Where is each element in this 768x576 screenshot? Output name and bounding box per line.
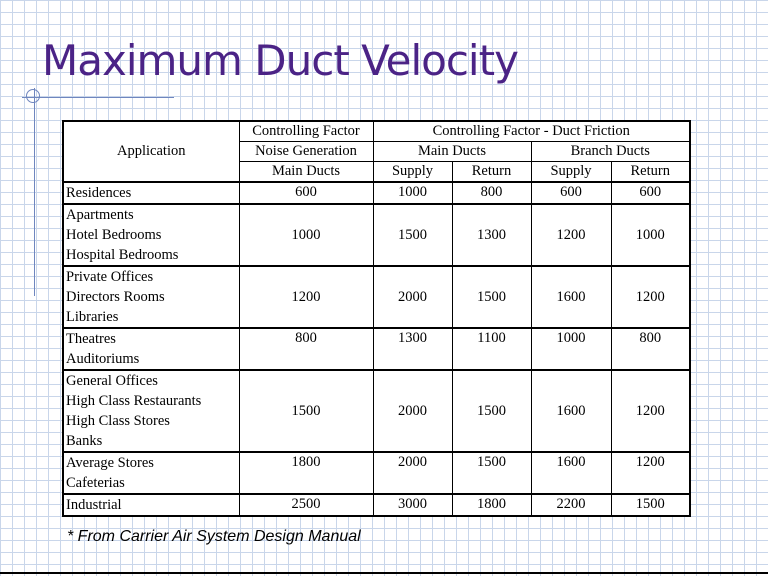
main-return-cell: 800 [452,182,531,204]
friction-header: Controlling Factor - Duct Friction [373,121,690,142]
branch-supply-header: Supply [531,162,611,183]
noise-header-line-3: Main Ducts [239,162,373,183]
branch-supply-cell: 1000 [531,328,611,370]
application-header: Application [63,121,239,182]
noise-main-cell: 1000 [239,204,373,266]
application-name: High Class Restaurants [66,393,202,409]
bottom-rule [0,572,768,574]
application-cell [63,182,239,204]
main-supply-cell: 2000 [373,370,452,452]
application-cell [63,328,239,370]
main-return-cell: 1500 [452,266,531,328]
branch-return-cell: 1500 [611,494,690,516]
main-supply-cell: 2000 [373,452,452,494]
branch-return-cell: 1200 [611,452,690,494]
table-row [63,266,690,328]
target-circle-icon [26,89,40,103]
noise-main-cell: 1200 [239,266,373,328]
table-row [63,452,690,494]
table-row [63,494,690,516]
main-ducts-header: Main Ducts [373,142,531,162]
noise-main-cell: 1800 [239,452,373,494]
application-name: Private Offices [66,269,154,285]
application-name: Auditoriums [66,351,140,367]
noise-header-line-2: Noise Generation [239,142,373,162]
application-name: Hospital Bedrooms [66,247,179,263]
main-return-header: Return [452,162,531,183]
application-cell [63,370,239,452]
main-supply-cell: 2000 [373,266,452,328]
source-footnote: * From Carrier Air System Design Manual [67,528,361,545]
application-name: Libraries [66,309,119,325]
branch-return-cell: 1200 [611,370,690,452]
branch-ducts-header: Branch Ducts [531,142,690,162]
noise-header-line-1: Controlling Factor [239,121,373,142]
application-name: Apartments [66,207,134,223]
application-name: High Class Stores [66,413,170,429]
main-supply-cell: 1000 [373,182,452,204]
slide-title: Maximum Duct Velocity [42,36,518,85]
branch-supply-cell: 1600 [531,452,611,494]
branch-supply-cell: 2200 [531,494,611,516]
application-name: Theatres [66,331,116,347]
duct-velocity-table [62,120,691,517]
application-name: Directors Rooms [66,289,165,305]
table-row [63,204,690,266]
application-name: General Offices [66,373,158,389]
branch-return-cell: 1000 [611,204,690,266]
application-name: Banks [66,433,103,449]
noise-main-cell: 2500 [239,494,373,516]
branch-return-cell: 600 [611,182,690,204]
application-cell [63,452,239,494]
application-cell [63,266,239,328]
margin-line [34,88,35,296]
table-row [63,182,690,204]
main-return-cell: 1100 [452,328,531,370]
noise-main-cell: 800 [239,328,373,370]
branch-return-header: Return [611,162,690,183]
application-name: Residences [66,185,132,201]
application-name: Cafeterias [66,475,125,491]
application-cell [63,494,239,516]
noise-main-cell: 600 [239,182,373,204]
application-name: Industrial [66,497,122,513]
main-return-cell: 1500 [452,370,531,452]
main-return-cell: 1300 [452,204,531,266]
branch-supply-cell: 1200 [531,204,611,266]
branch-supply-cell: 1600 [531,370,611,452]
table-row [63,370,690,452]
main-return-cell: 1500 [452,452,531,494]
main-supply-cell: 3000 [373,494,452,516]
noise-main-cell: 1500 [239,370,373,452]
main-supply-cell: 1500 [373,204,452,266]
branch-return-cell: 800 [611,328,690,370]
branch-supply-cell: 1600 [531,266,611,328]
application-name: Average Stores [66,455,154,471]
application-name: Hotel Bedrooms [66,227,162,243]
main-return-cell: 1800 [452,494,531,516]
branch-supply-cell: 600 [531,182,611,204]
branch-return-cell: 1200 [611,266,690,328]
velocity-table-container [62,120,691,517]
main-supply-header: Supply [373,162,452,183]
table-row [63,328,690,370]
application-cell [63,204,239,266]
title-underline [22,97,174,98]
main-supply-cell: 1300 [373,328,452,370]
